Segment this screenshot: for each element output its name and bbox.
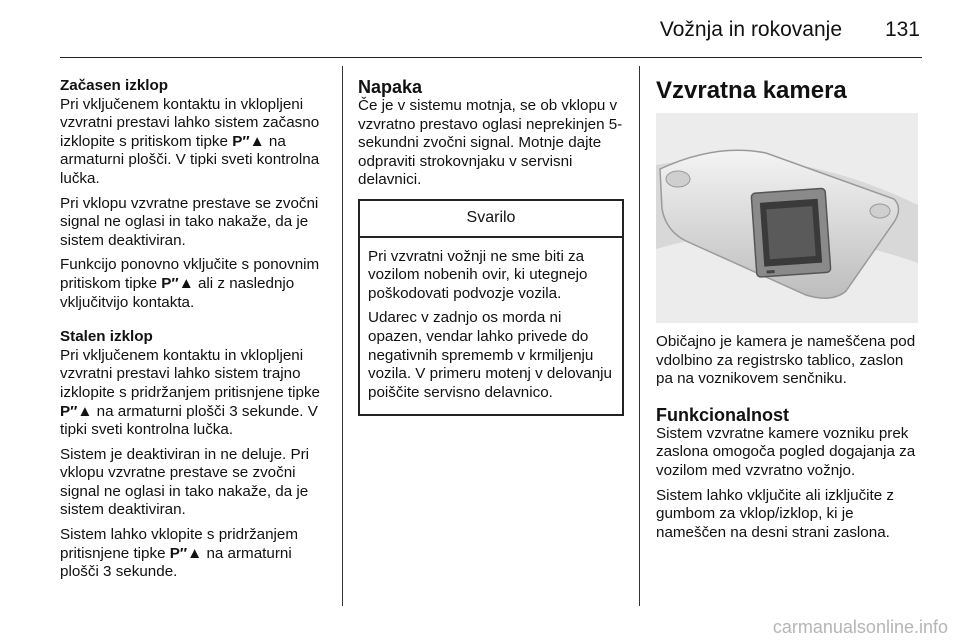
spacer: [656, 395, 924, 405]
column-divider-right: [639, 66, 640, 606]
column-right: [656, 77, 924, 548]
page-number: 131: [884, 18, 920, 41]
temporary-off-paragraph-2: Pri vklopu vzvratne prestave se zvočni signal ne oglasi in tako nakaže, da je sistem deaktiviran.: [60, 194, 319, 249]
warning-body: [360, 238, 622, 415]
text: na armaturni plošči 3 sekunde. V tipki sveti kontrolna lučka.: [60, 402, 318, 439]
header-title: Vožnja in rokovanje: [659, 18, 842, 41]
temporary-off-heading: Začasen izklop: [60, 77, 169, 94]
text: ali z naslednjo vključitvijo kontakta.: [60, 274, 295, 311]
text: Sistem lahko vklopite s pridržanjem pritisnjene tipke: [60, 526, 299, 562]
text: Funkcijo ponovno vključite s ponovnim pritiskom tipke: [60, 256, 320, 292]
sun-visor-display-illustration: [656, 113, 918, 323]
sun-visor-display-image: [656, 113, 918, 323]
text: na armaturni plošči. V tipki sveti kontrolna lučka.: [60, 132, 320, 187]
permanent-off-paragraph-1: [60, 347, 332, 440]
column-middle: [358, 77, 624, 416]
camera-paragraph: Običajno je kamera je nameščena pod vdolbino za registrsko tablico, zaslon pa na voznikovem senčniku.: [656, 333, 916, 388]
text: Pri vključenem kontaktu in vklopljeni vzvratni prestavi lahko sistem trajno izklopite s pridržanjem pritisnjene tipke: [60, 346, 320, 401]
fault-paragraph: Če je v sistemu motnja, se ob vklopu v vzvratno prestavo oglasi neprekinjen 5-sekundni zvočni signal. Motnje dajte odpraviti strokovnjaku v servisni delavnici.: [358, 97, 623, 189]
temporary-off-paragraph-3: [60, 256, 332, 312]
column-divider-left: [342, 66, 343, 606]
text: Pri vključenem kontaktu in vklopljeni vzvratni prestavi lahko sistem začasno izklopite s pritiskom tipke: [60, 95, 320, 150]
function-paragraph-2: Sistem lahko vključite ali izključite z gumbom za vklop/izklop, ki je nameščen na desni strani zaslona.: [656, 486, 895, 541]
column-left: [60, 77, 332, 588]
header-rule: [60, 57, 922, 58]
chapter-heading: Vzvratna kamera: [656, 77, 847, 104]
warning-paragraph-2: Udarec v zadnjo os morda ni opazen, vendar lahko privede do negativnih sprememb v krmiljenju vozila. V primeru motenj v delovanju poiščite servisno delavnico.: [368, 309, 612, 401]
function-paragraph-1: Sistem vzvratne kamere vozniku prek zaslona omogoča pogled dogajanja za vozilom med vzvratno vožnjo.: [656, 424, 916, 479]
warning-paragraph-1: Pri vzvratni vožnji ne sme biti za vozilom nobenih ovir, ki utegnejo poškodovati podvozje vozila.: [368, 247, 588, 302]
park-assist-key-icon: P″▲: [161, 274, 194, 292]
permanent-off-paragraph-2: Sistem je deaktiviran in ne deluje. Pri vklopu vzvratne prestave se zvočni signal ne oglasi in tako nakaže, da je sistem deaktiviran.: [60, 445, 310, 519]
park-assist-key-icon: P″▲: [232, 132, 265, 150]
watermark: carmanualsonline.info: [772, 617, 948, 637]
warning-box: [358, 199, 624, 416]
permanent-off-heading: Stalen izklop: [60, 328, 153, 346]
temporary-off-paragraph-1: [60, 96, 332, 189]
spacer: [60, 318, 332, 328]
warning-title: Svarilo: [360, 201, 622, 238]
park-assist-key-icon: P″▲: [60, 402, 93, 420]
park-assist-key-icon: P″▲: [169, 544, 203, 562]
permanent-off-paragraph-3: [60, 526, 332, 582]
fault-heading: Napaka: [358, 77, 423, 97]
text: na armaturni plošči 3 sekunde.: [60, 544, 292, 581]
function-heading: Funkcionalnost: [656, 404, 790, 425]
page-header: [0, 0, 960, 60]
